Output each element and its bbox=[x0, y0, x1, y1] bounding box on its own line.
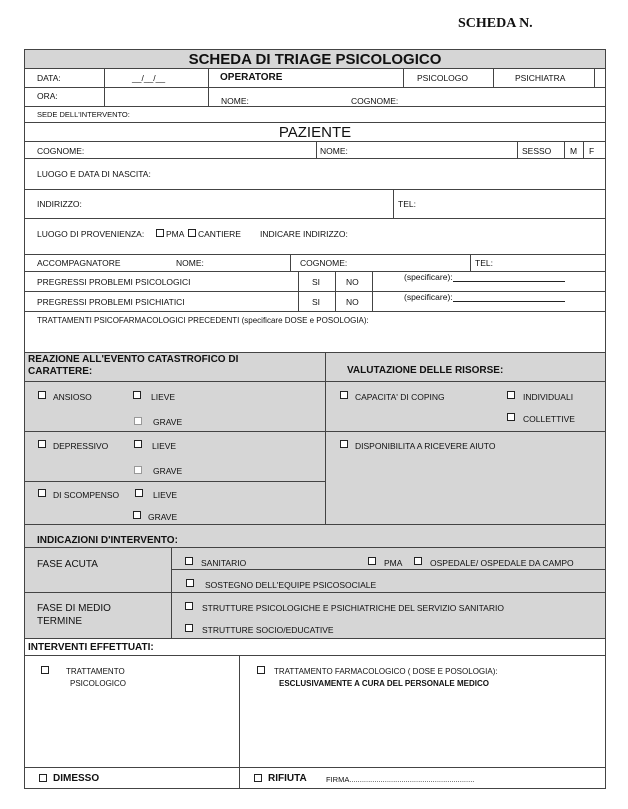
indicare-indirizzo-label: INDICARE INDIRIZZO: bbox=[260, 229, 348, 239]
indirizzo-label: INDIRIZZO: bbox=[37, 199, 82, 209]
individuali-label: INDIVIDUALI bbox=[523, 392, 574, 402]
operatore-cognome-label: COGNOME: bbox=[351, 96, 399, 106]
sostegno-checkbox[interactable] bbox=[186, 579, 194, 587]
fase-acuta-label: FASE ACUTA bbox=[37, 559, 98, 570]
dimesso-label: DIMESSO bbox=[53, 773, 100, 784]
indicazioni-heading: INDICAZIONI D'INTERVENTO: bbox=[37, 535, 178, 546]
depressivo-lieve-label: LIEVE bbox=[152, 441, 177, 451]
ora-label: ORA: bbox=[37, 91, 58, 101]
trattamento-farmacologico-note: ESCLUSIVAMENTE A CURA DEL PERSONALE MEDICO bbox=[279, 679, 489, 688]
page-title: SCHEDA DI TRIAGE PSICOLOGICO bbox=[188, 51, 442, 68]
scompenso-checkbox[interactable] bbox=[38, 489, 46, 497]
operatore-label: OPERATORE bbox=[220, 72, 283, 83]
depressivo-checkbox[interactable] bbox=[38, 440, 46, 448]
ansioso-checkbox[interactable] bbox=[38, 391, 46, 399]
depressivo-lieve-checkbox[interactable] bbox=[134, 440, 142, 448]
valutazione-heading: VALUTAZIONE DELLE RISORSE: bbox=[347, 365, 504, 376]
strutture-psico-label: STRUTTURE PSICOLOGICHE E PSICHIATRICHE DEL SERVIZIO SANITARIO bbox=[202, 603, 504, 613]
pma-checkbox[interactable] bbox=[156, 229, 164, 237]
pregressi-psichiatrici-specificare: (specificare): bbox=[404, 292, 453, 302]
trattamento-farmacologico-checkbox[interactable] bbox=[257, 666, 265, 674]
ospedale-checkbox[interactable] bbox=[414, 557, 422, 565]
data-label: DATA: bbox=[37, 73, 61, 83]
row-ora bbox=[24, 87, 606, 107]
row-cognome-nome bbox=[24, 141, 606, 159]
trattamento-psicologico-checkbox[interactable] bbox=[41, 666, 49, 674]
coping-checkbox[interactable] bbox=[340, 391, 348, 399]
depressivo-label: DEPRESSIVO bbox=[53, 441, 109, 451]
pregressi-psicologici-specificare: (specificare): bbox=[404, 272, 453, 282]
accompagnatore-cognome-label: COGNOME: bbox=[300, 258, 348, 268]
psichiatra-option[interactable]: PSICHIATRA bbox=[515, 73, 566, 83]
coping-label: CAPACITA' DI COPING bbox=[355, 392, 445, 402]
fase-medio-label-line2: TERMINE bbox=[37, 616, 82, 627]
strutture-psico-checkbox[interactable] bbox=[185, 602, 193, 610]
valutazione-coping-block bbox=[325, 381, 606, 432]
trattamenti-precedenti-label: TRATTAMENTI PSICOFARMACOLOGICI PRECEDENTI (specificare DOSE e POSOLOGIA): bbox=[37, 316, 369, 325]
paziente-nome-label: NOME: bbox=[320, 146, 348, 156]
collettive-label: COLLETTIVE bbox=[523, 414, 575, 424]
sesso-m-option[interactable]: M bbox=[570, 146, 578, 156]
ansioso-lieve-checkbox[interactable] bbox=[133, 391, 141, 399]
sanitario-checkbox[interactable] bbox=[185, 557, 193, 565]
fase-acuta-pma-label: PMA bbox=[384, 558, 403, 568]
ansioso-label: ANSIOSO bbox=[53, 392, 92, 402]
scompenso-grave-label: GRAVE bbox=[148, 512, 178, 522]
operatore-nome-label: NOME: bbox=[221, 96, 249, 106]
trattamento-psicologico-label-line1: TRATTAMENTO bbox=[66, 667, 125, 676]
fase-acuta-label-cell bbox=[24, 547, 172, 593]
disponibilita-checkbox[interactable] bbox=[340, 440, 348, 448]
provenienza-label: LUOGO DI PROVENIENZA: bbox=[37, 229, 145, 239]
accompagnatore-tel-label: TEL: bbox=[475, 258, 493, 268]
depressivo-grave-label: GRAVE bbox=[153, 466, 183, 476]
intervento-psicologico-cell bbox=[24, 655, 240, 768]
pregressi-psicologici-no[interactable]: NO bbox=[346, 277, 359, 287]
disponibilita-label: DISPONIBILITA A RICEVERE AIUTO bbox=[355, 441, 496, 451]
pregressi-psicologici-label: PREGRESSI PROBLEMI PSICOLOGICI bbox=[37, 277, 191, 287]
ansioso-grave-checkbox[interactable] bbox=[134, 417, 142, 425]
accompagnatore-label: ACCOMPAGNATORE bbox=[37, 258, 121, 268]
firma-field[interactable]: FIRMA............................................................ bbox=[326, 775, 475, 784]
paziente-cognome-label: COGNOME: bbox=[37, 146, 85, 156]
scompenso-label: DI SCOMPENSO bbox=[53, 490, 120, 500]
trattamento-psicologico-label-line2: PSICOLOGICO bbox=[70, 679, 127, 688]
interventi-heading: INTERVENTI EFFETTUATI: bbox=[28, 642, 154, 653]
scompenso-grave-checkbox[interactable] bbox=[133, 511, 141, 519]
sede-label: SEDE DELL'INTERVENTO: bbox=[37, 110, 130, 119]
sesso-label: SESSO bbox=[522, 146, 552, 156]
sesso-f-option[interactable]: F bbox=[589, 146, 595, 156]
fase-acuta-pma-checkbox[interactable] bbox=[368, 557, 376, 565]
pma-label: PMA bbox=[166, 229, 185, 239]
pregressi-psichiatrici-si[interactable]: SI bbox=[312, 297, 321, 307]
pregressi-psicologici-si[interactable]: SI bbox=[312, 277, 321, 287]
individuali-checkbox[interactable] bbox=[507, 391, 515, 399]
sanitario-label: SANITARIO bbox=[201, 558, 247, 568]
row-esito bbox=[24, 767, 606, 789]
cantiere-checkbox[interactable] bbox=[188, 229, 196, 237]
accompagnatore-nome-label: NOME: bbox=[176, 258, 204, 268]
row-indirizzo bbox=[24, 189, 606, 219]
paziente-heading: PAZIENTE bbox=[278, 124, 352, 141]
depressivo-grave-checkbox[interactable] bbox=[134, 466, 142, 474]
ospedale-label: OSPEDALE/ OSPEDALE DA CAMPO bbox=[430, 558, 574, 568]
ansioso-grave-label: GRAVE bbox=[153, 417, 183, 427]
scompenso-lieve-checkbox[interactable] bbox=[135, 489, 143, 497]
reazione-heading-line2: CARATTERE: bbox=[28, 366, 93, 377]
sostegno-label: SOSTEGNO DELL'EQUIPE PSICOSOCIALE bbox=[205, 580, 377, 590]
rifiuta-checkbox[interactable] bbox=[254, 774, 262, 782]
dimesso-checkbox[interactable] bbox=[39, 774, 47, 782]
collettive-checkbox[interactable] bbox=[507, 413, 515, 421]
pregressi-psichiatrici-no[interactable]: NO bbox=[346, 297, 359, 307]
reazione-heading-line1: REAZIONE ALL'EVENTO CATASTROFICO DI bbox=[28, 354, 239, 365]
luogo-nascita-label: LUOGO E DATA DI NASCITA: bbox=[37, 169, 151, 179]
pregressi-psichiatrici-label: PREGRESSI PROBLEMI PSICHIATICI bbox=[37, 297, 185, 307]
cantiere-label: CANTIERE bbox=[198, 229, 241, 239]
scompenso-lieve-label: LIEVE bbox=[153, 490, 178, 500]
data-field[interactable]: __/__/__ bbox=[132, 73, 166, 83]
tel-label: TEL: bbox=[398, 199, 416, 209]
scheda-number-label: SCHEDA N. bbox=[458, 16, 533, 31]
fase-medio-label-line1: FASE DI MEDIO bbox=[37, 603, 111, 614]
ansioso-lieve-label: LIEVE bbox=[151, 392, 176, 402]
strutture-socio-label: STRUTTURE SOCIO/EDUCATIVE bbox=[202, 625, 334, 635]
trattamento-farmacologico-label: TRATTAMENTO FARMACOLOGICO ( DOSE E POSOLOGIA): bbox=[274, 667, 498, 676]
strutture-socio-checkbox[interactable] bbox=[185, 624, 193, 632]
psicologo-option[interactable]: PSICOLOGO bbox=[417, 73, 469, 83]
rifiuta-label: RIFIUTA bbox=[268, 773, 307, 784]
